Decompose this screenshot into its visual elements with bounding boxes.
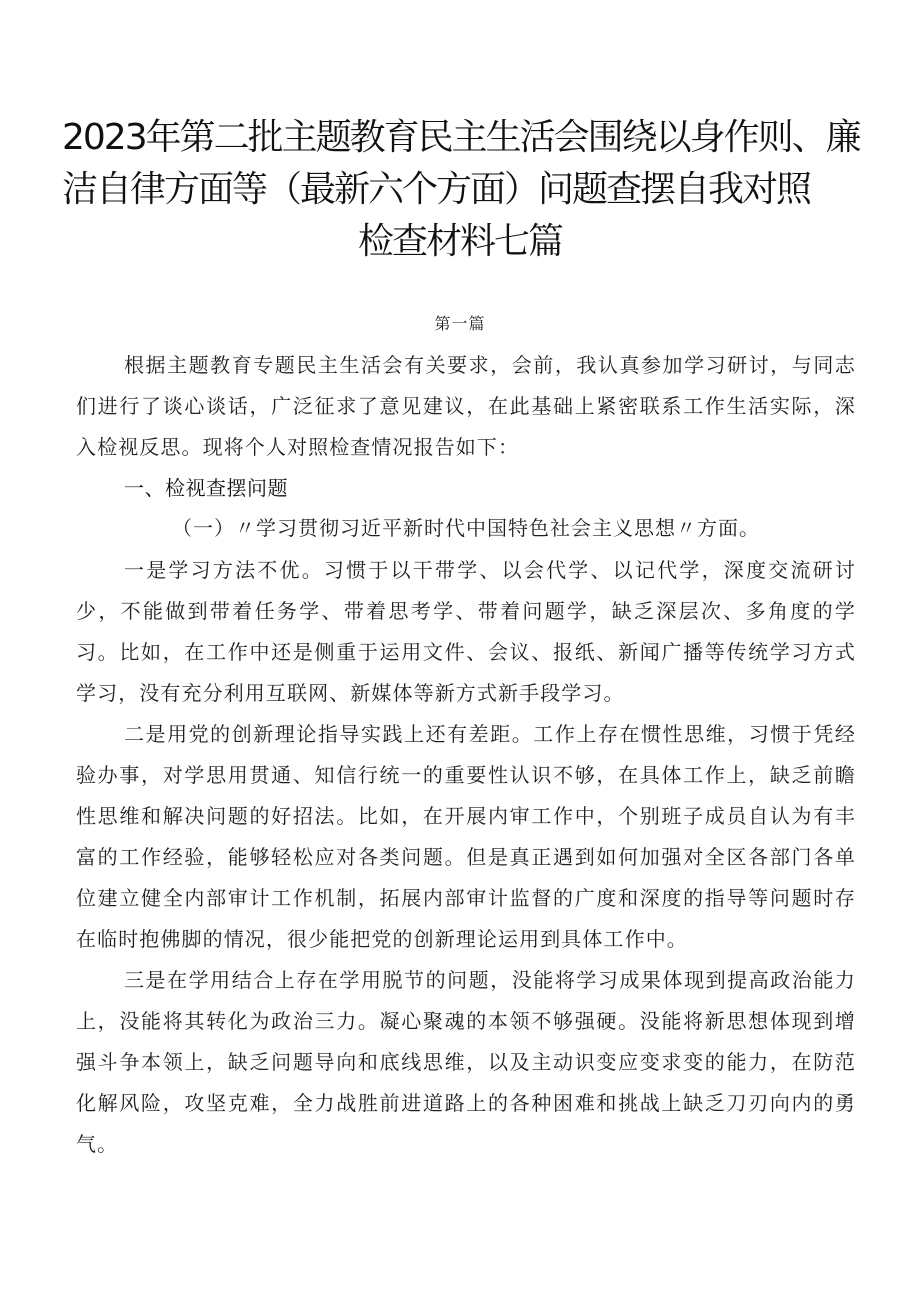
title-line-3: 检查材料七篇 bbox=[357, 221, 562, 262]
intro-paragraph: 根据主题教育专题民主生活会有关要求，会前，我认真参加学习研讨，与同志们进行了谈心谈话，广泛征求了意见建议，在此基础上紧密联系工作生活实际，深入检视反思。现将个人对照检查情况报告如下： bbox=[76, 353, 856, 459]
title-line-1: 2023年第二批主题教育民主生活会围绕以身作则、廉 bbox=[62, 117, 860, 158]
section-label: 第一篇 bbox=[434, 314, 486, 333]
paragraph-2: 二是用党的创新理论指导实践上还有差距。工作上存在惯性思维，习惯于凭经验办事，对学思用贯通、知信行统一的重要性认识不够，在具体工作上，缺乏前瞻性思维和解决问题的好招法。比如，在开展内审工作中，个别班子成员自认为有丰富的工作经验，能够轻松应对各类问题。但是真正遇到如何加强对全区各部门各单位建立健全内部审计工作机制，拓展内部审计监督的广度和深度的指导等问题时存在临时抱佛脚的情况，很少能把党的创新理论运用到具体工作中。 bbox=[76, 722, 856, 951]
paragraph-3: 三是在学用结合上存在学用脱节的问题，没能将学习成果体现到提高政治能力上，没能将其转化为政治三力。凝心聚魂的本领不够强硬。没能将新思想体现到增强斗争本领上，缺乏问题导向和底线思维，以及主动识变应变求变的能力，在防范化解风险，攻坚克难，全力战胜前进道路上的各种困难和挑战上缺乏刀刃向内的勇气。 bbox=[76, 968, 856, 1156]
paragraph-1: 一是学习方法不优。习惯于以干带学、以会代学、以记代学，深度交流研讨少，不能做到带着任务学、带着思考学、带着问题学，缺乏深层次、多角度的学习。比如，在工作中还是侧重于运用文件、会议、报纸、新闻广播等传统学习方式学习，没有充分利用互联网、新媒体等新方式新手段学习。 bbox=[76, 558, 856, 705]
document-title bbox=[62, 112, 858, 268]
subsection-heading: （一）〃学习贯彻习近平新时代中国特色社会主义思想〃方面。 bbox=[172, 516, 760, 540]
title-line-2: 洁自律方面等（最新六个方面）问题查摆自我对照 bbox=[62, 169, 811, 210]
section-heading: 一、检视查摆问题 bbox=[124, 476, 288, 500]
